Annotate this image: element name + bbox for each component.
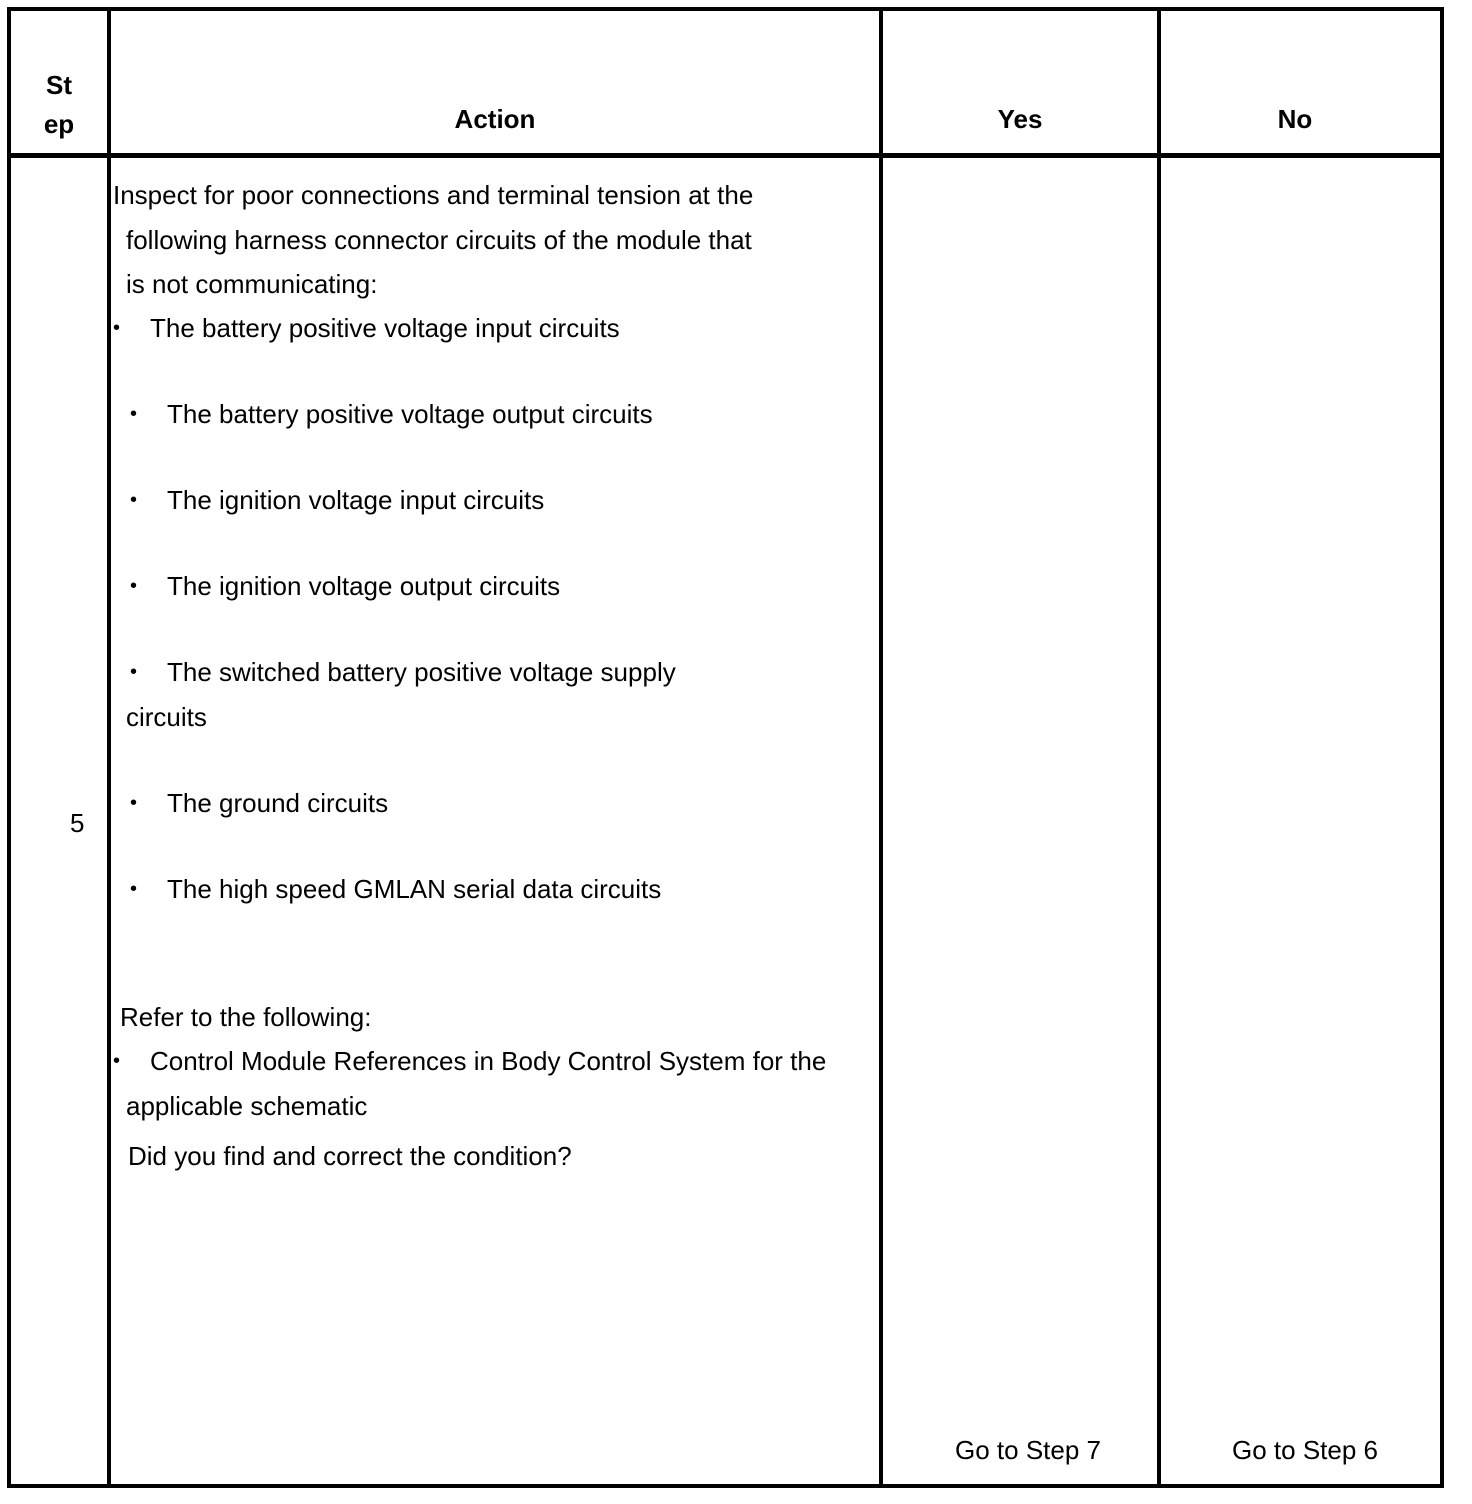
column-divider-yes <box>1157 7 1161 1488</box>
reference-line1: Control Module References in Body Control System for the <box>150 1046 827 1076</box>
bullet-icon: • <box>130 878 138 900</box>
list-item: The ignition voltage output circuits <box>167 571 561 601</box>
reference-line2: applicable schematic <box>126 1091 368 1121</box>
action-intro-line2: following harness connector circuits of the module that <box>126 225 752 255</box>
list-item: The ground circuits <box>167 788 389 818</box>
yes-result: Go to Step 7 <box>955 1435 1101 1465</box>
header-no: No <box>1277 104 1313 134</box>
question-text: Did you find and correct the condition? <box>128 1141 572 1171</box>
bullet-icon: • <box>130 792 138 814</box>
bullet-icon: • <box>130 661 138 683</box>
column-divider-action <box>879 7 883 1488</box>
step-number: 5 <box>70 808 85 838</box>
header-step-line1: St <box>46 70 72 100</box>
list-item-continuation: circuits <box>126 702 207 732</box>
bullet-icon: • <box>113 1050 121 1072</box>
header-step <box>11 66 107 144</box>
action-intro-line1: Inspect for poor connections and terminal tension at the <box>113 180 754 210</box>
list-item: The battery positive voltage output circuits <box>167 399 653 429</box>
header-step-line2: ep <box>43 109 75 139</box>
column-divider-step <box>107 7 111 1488</box>
header-yes: Yes <box>997 104 1043 134</box>
bullet-icon: • <box>130 403 138 425</box>
bullet-icon: • <box>130 575 138 597</box>
list-item: The battery positive voltage input circuits <box>150 313 620 343</box>
action-intro-line3: is not communicating: <box>126 269 378 299</box>
header-action: Action <box>454 104 536 134</box>
list-item: The high speed GMLAN serial data circuits <box>167 874 662 904</box>
bullet-icon: • <box>130 489 138 511</box>
list-item: The switched battery positive voltage supply <box>167 657 676 687</box>
header-divider <box>7 153 1444 158</box>
refer-text: Refer to the following: <box>120 1002 372 1032</box>
bullet-icon: • <box>113 317 121 339</box>
no-result: Go to Step 6 <box>1232 1435 1378 1465</box>
list-item: The ignition voltage input circuits <box>167 485 545 515</box>
